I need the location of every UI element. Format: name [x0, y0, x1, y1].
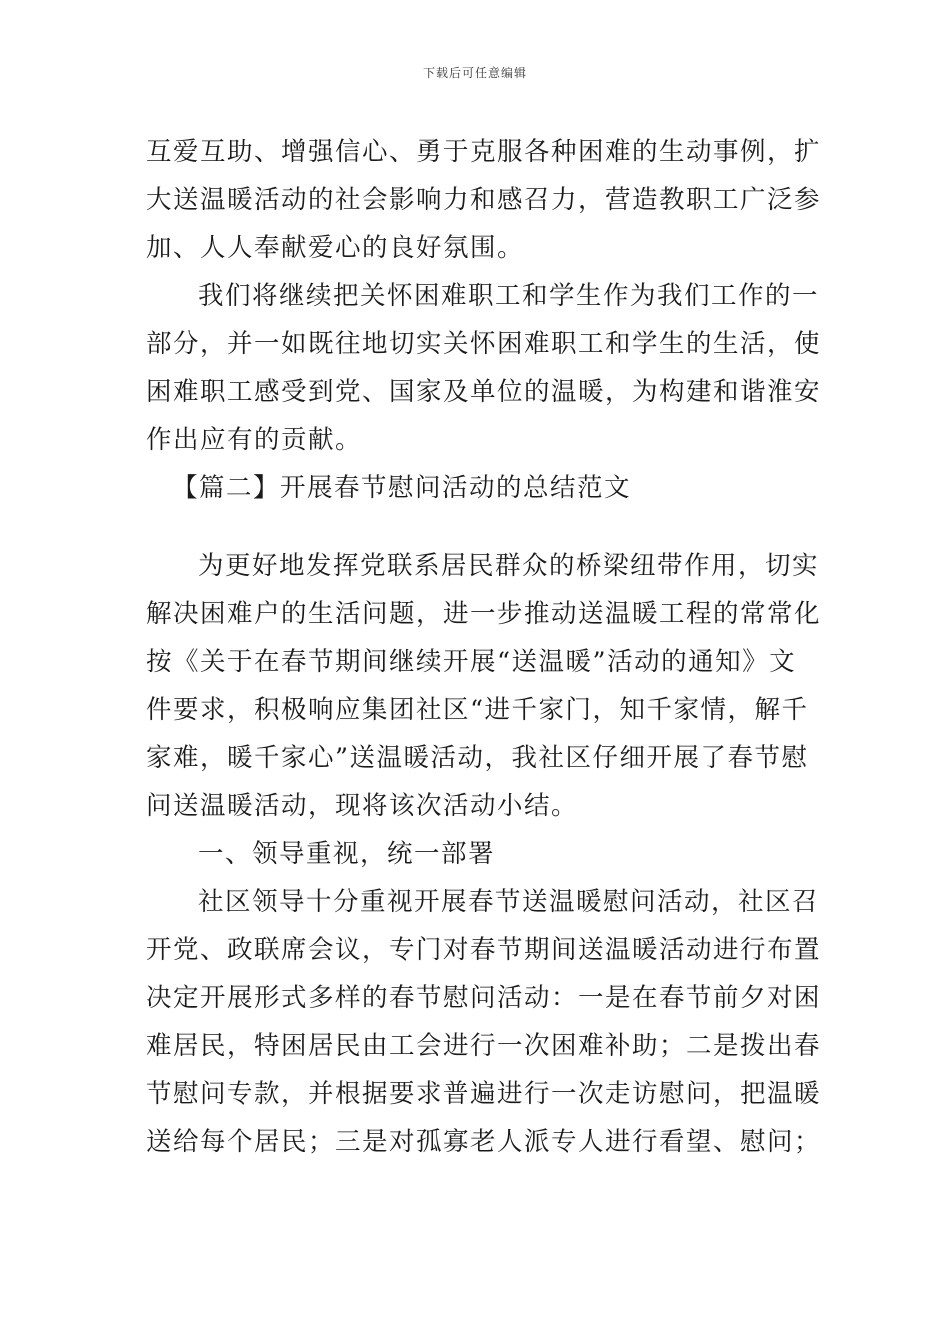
section-heading: 【篇二】开展春节慰问活动的总结范文 [172, 473, 632, 503]
paragraph-4 [146, 878, 822, 1166]
text-line: 部分，并一如既往地切实关怀困难职工和学生的生活，使 [146, 329, 822, 359]
text-line: 节慰问专款，并根据要求普遍进行一次走访慰问，把温暖 [146, 1079, 822, 1109]
text-line: 家难，暖千家心”送温暖活动，我社区仔细开展了春节慰 [146, 743, 809, 773]
text-line: 决定开展形式多样的春节慰问活动：一是在春节前夕对困 [146, 983, 822, 1013]
document-body [146, 128, 822, 1166]
header-note: 下载后可任意编辑 [422, 66, 527, 80]
text-line: 作出应有的贡献。 [146, 425, 363, 455]
text-line: 互爱互助、增强信心、勇于克服各种困难的生动事例，扩 [146, 137, 822, 167]
text-line: 大送温暖活动的社会影响力和感召力，营造教职工广泛参 [146, 185, 822, 215]
text-line: 加、人人奉献爱心的良好氛围。 [146, 233, 525, 263]
paragraph-3 [146, 542, 822, 830]
text-line: 解决困难户的生活问题，进一步推动送温暖工程的常常化 [146, 599, 822, 629]
text-line: 送给每个居民；三是对孤寡老人派专人进行看望、慰问； [146, 1127, 822, 1157]
paragraph-1 [146, 128, 822, 272]
text-line: 困难职工感受到党、国家及单位的温暖，为构建和谐淮安 [146, 377, 822, 407]
text-line: 开党、政联席会议，专门对春节期间送温暖活动进行布置 [146, 935, 822, 965]
spacer [146, 512, 806, 542]
paragraph-2 [146, 272, 822, 464]
text-line: 难居民，特困居民由工会进行一次困难补助；二是拨出春 [146, 1031, 822, 1061]
subheading: 一、领导重视，统一部署 [198, 839, 496, 869]
text-line: 我们将继续把关怀困难职工和学生作为我们工作的一 [198, 281, 820, 311]
text-line: 为更好地发挥党联系居民群众的桥梁纽带作用，切实 [198, 551, 820, 581]
text-line: 按《关于在春节期间继续开展“送温暖”活动的通知》文 [146, 647, 797, 677]
text-line: 社区领导十分重视开展春节送温暖慰问活动，社区召 [198, 887, 820, 917]
text-line: 件要求，积极响应集团社区“进千家门，知千家情，解千 [146, 695, 809, 725]
text-line: 问送温暖活动，现将该次活动小结。 [146, 791, 579, 821]
